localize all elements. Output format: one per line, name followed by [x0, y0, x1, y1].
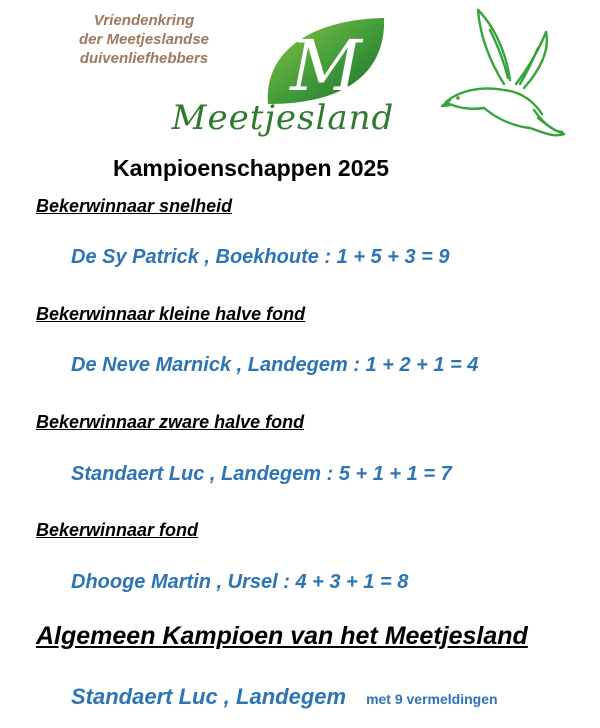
general-champion-name: Standaert Luc , Landegem — [71, 684, 347, 709]
category-heading-fond: Bekerwinnaar fond — [36, 520, 199, 540]
club-name-line-1: Vriendenkring — [93, 12, 195, 29]
club-name-line-3: duivenliefhebbers — [79, 50, 209, 67]
winner-zware-halve-fond: Standaert Luc , Landegem : 5 + 1 + 1 = 7 — [71, 463, 452, 485]
winner-kleine-halve-fond: De Neve Marnick , Landegem : 1 + 2 + 1 = 4 — [71, 354, 479, 376]
category-heading-zware-halve-fond: Bekerwinnaar zware halve fond — [36, 412, 305, 432]
page-title: Kampioenschappen 2025 — [113, 155, 390, 181]
club-name-line-2: der Meetjeslandse — [78, 31, 210, 48]
logo-wordmark: Meetjesland — [171, 98, 395, 138]
category-heading-kleine-halve-fond: Bekerwinnaar kleine halve fond — [36, 304, 306, 324]
club-name — [46, 11, 242, 68]
meetjesland-logo-icon — [264, 16, 388, 108]
general-champion-note: met 9 vermeldingen — [366, 691, 498, 707]
category-heading-snelheid: Bekerwinnaar snelheid — [36, 196, 233, 216]
logo-letter: M — [290, 25, 362, 107]
winner-fond: Dhooge Martin , Ursel : 4 + 3 + 1 = 8 — [71, 571, 409, 593]
general-champion-row — [71, 684, 498, 710]
general-champion-heading: Algemeen Kampioen van het Meetjesland — [36, 622, 528, 650]
dove-icon — [438, 6, 568, 148]
winner-snelheid: De Sy Patrick , Boekhoute : 1 + 5 + 3 = 9 — [71, 246, 450, 268]
